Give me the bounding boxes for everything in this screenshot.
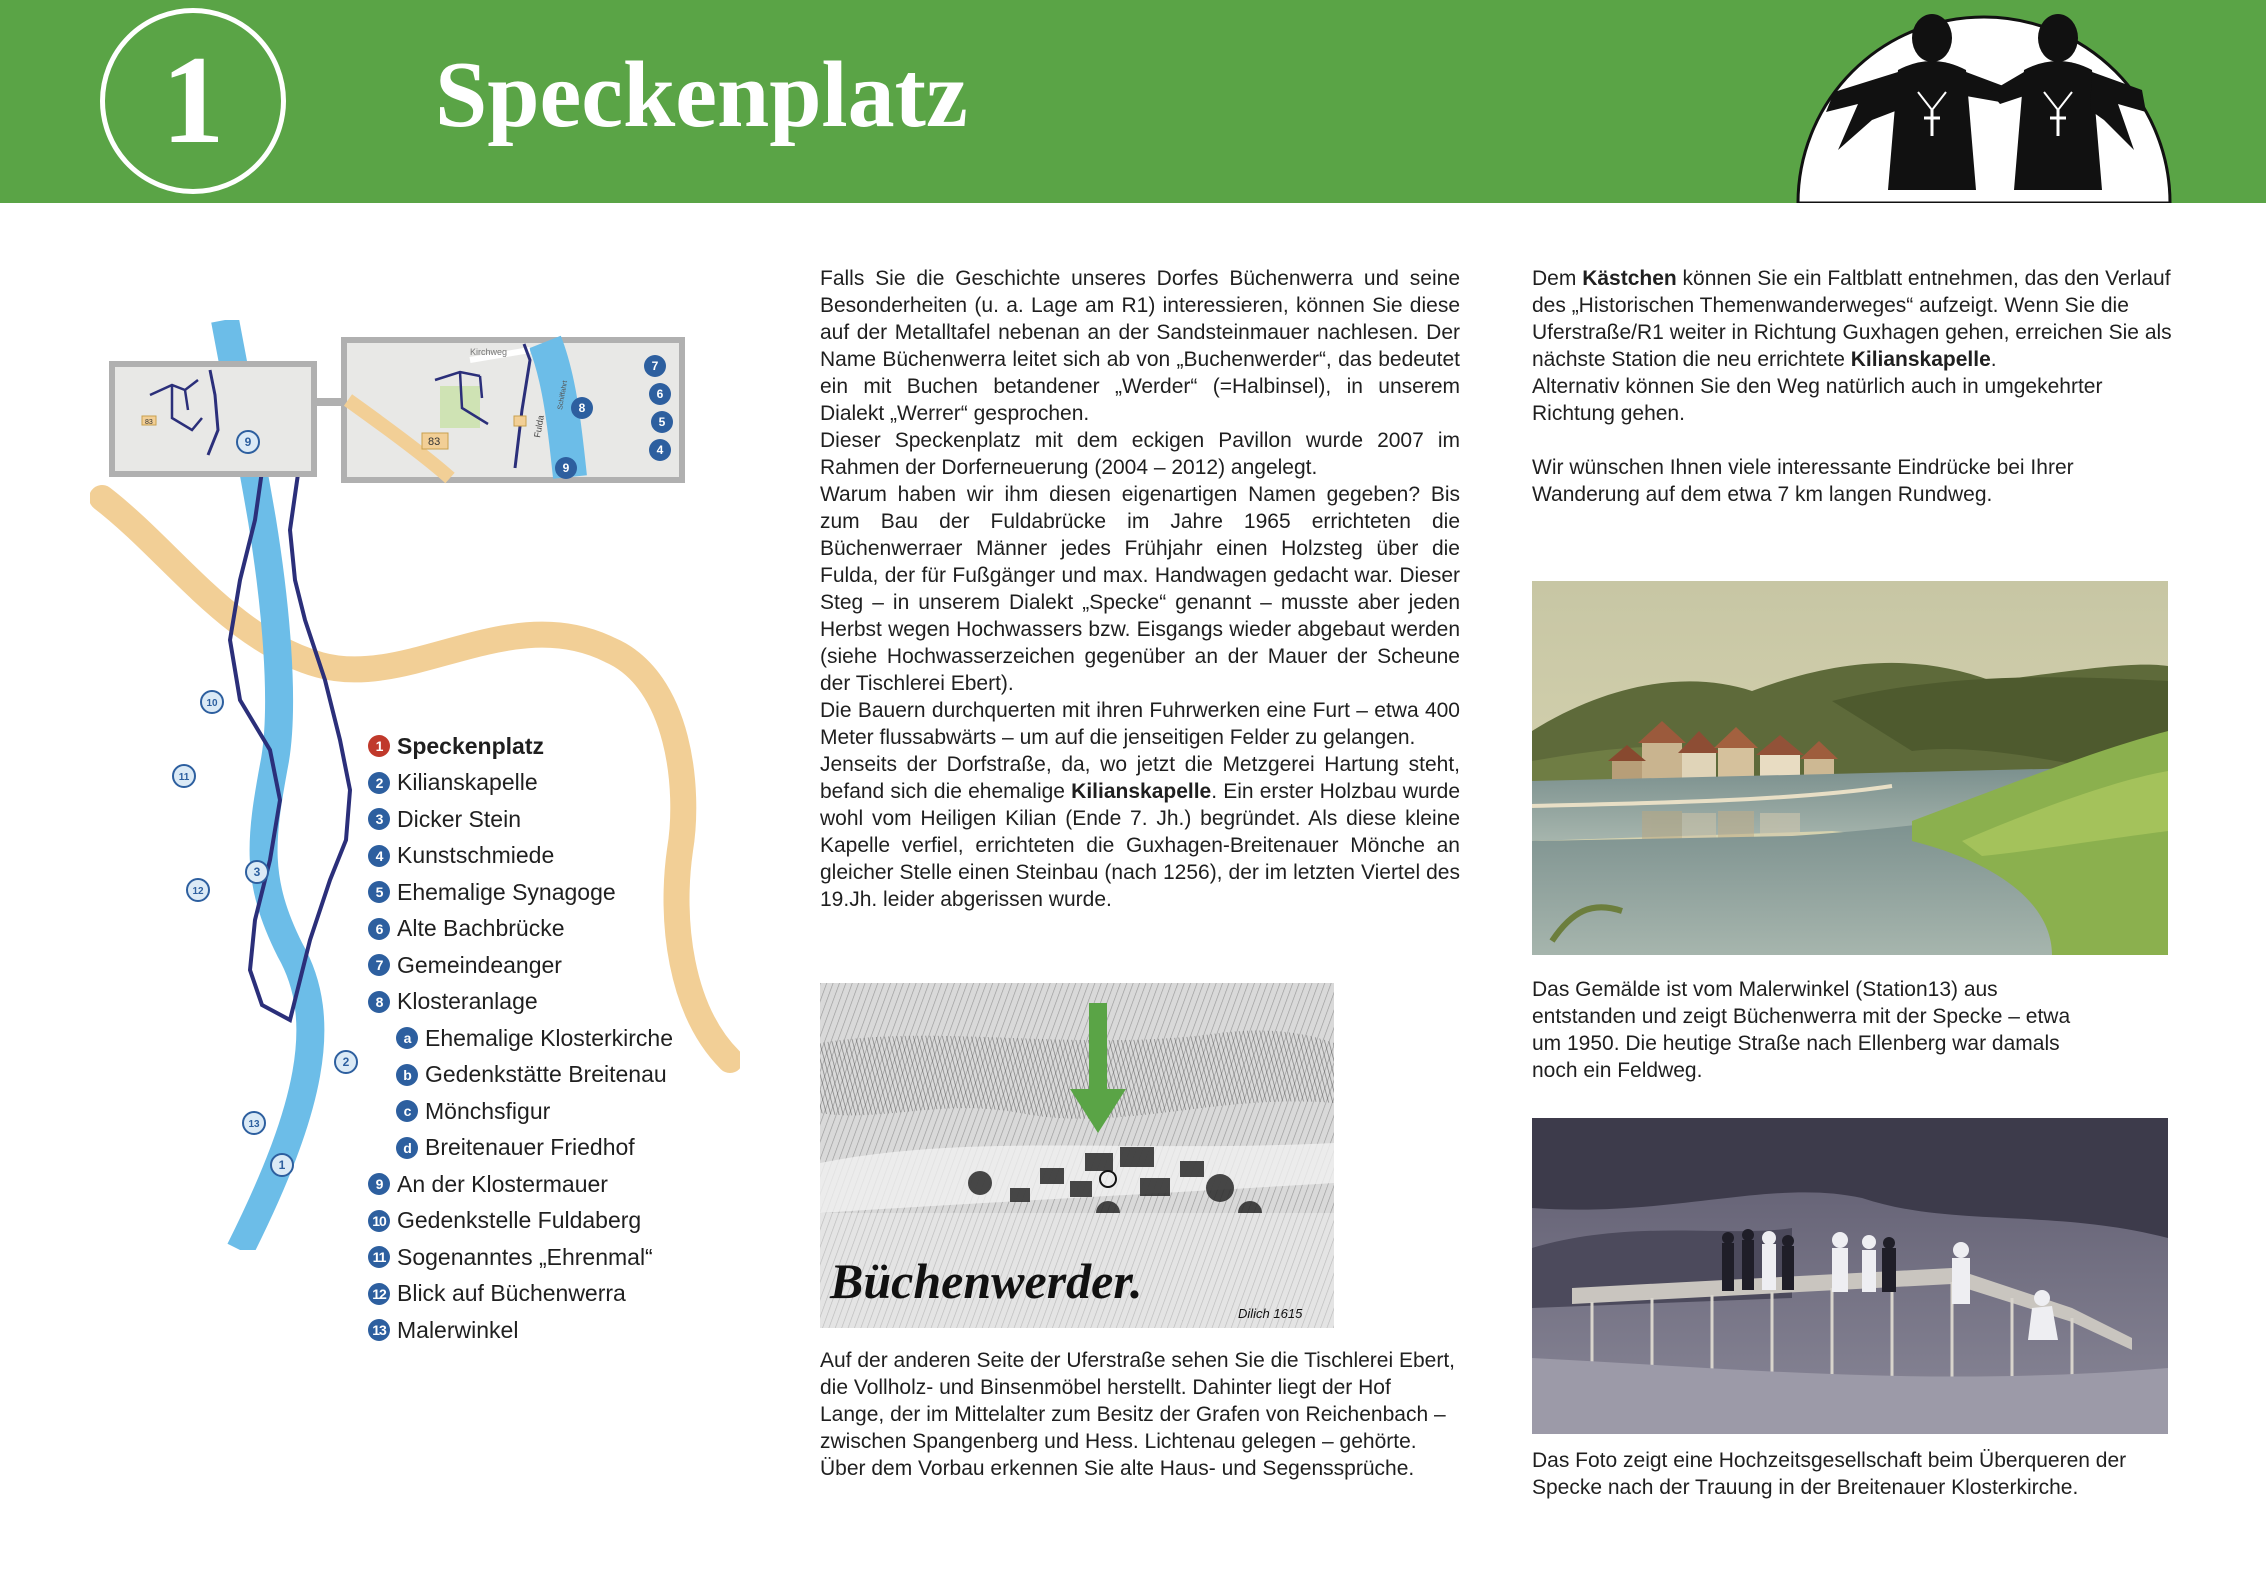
paragraph-alternativ: Alternativ können Sie den Weg natürlich auch in umgekehrter Richtung gehen. bbox=[1532, 375, 2103, 425]
info-text bbox=[1532, 265, 2172, 508]
legend-label: Ehemalige Klosterkirche bbox=[425, 1024, 674, 1051]
street-label: Kirchweg bbox=[470, 347, 508, 357]
route-marker-label: 1 bbox=[278, 1158, 286, 1172]
legend-label: An der Klostermauer bbox=[397, 1170, 608, 1197]
legend-item bbox=[368, 1130, 673, 1167]
inset-marker-label: 4 bbox=[656, 443, 664, 457]
history-text bbox=[820, 265, 1460, 913]
route-marker-label: 2 bbox=[342, 1055, 350, 1069]
legend-item bbox=[368, 1276, 673, 1313]
inset-large-road-label: 83 bbox=[428, 436, 441, 448]
station-number-icon: 5 bbox=[368, 881, 390, 903]
legend-item bbox=[368, 874, 673, 911]
legend-item bbox=[368, 1057, 673, 1094]
station-number-icon: 9 bbox=[368, 1173, 390, 1195]
legend-item bbox=[368, 838, 673, 875]
station-number: 1 bbox=[161, 31, 225, 170]
legend-label: Kilianskapelle bbox=[397, 769, 538, 796]
paragraph-furt: Die Bauern durchquerten mit ihren Fuhrwerken eine Furt – etwa 400 Meter flussabwärts – um auf die jenseitigen Felder zu gelangen. bbox=[820, 699, 1460, 749]
legend-label: Alte Bachbrücke bbox=[397, 915, 565, 942]
engraving-script: Büchenwerder. bbox=[830, 1253, 1143, 1309]
kilianskapelle-highlight: Kilianskapelle bbox=[1071, 780, 1212, 803]
legend-item bbox=[368, 765, 673, 802]
engraving-caption: Auf der anderen Seite der Uferstraße sehen Sie die Tischlerei Ebert, die Vollholz- und Binsenmöbel herstellt. Dahinter liegt der Hof Lange, der im Mittelalter zum Besitz der Grafen von Reichenbach – zwischen Spangenberg und Hess. Lichtenau gelegen – gehörte. Über dem Vorbau erkennen Sie alte Haus- und Segenssprüche. bbox=[820, 1349, 1456, 1480]
station-number-icon: 12 bbox=[368, 1283, 390, 1305]
painting-image bbox=[1532, 581, 2168, 955]
engraving-image bbox=[820, 983, 1334, 1328]
paragraph-intro: Falls Sie die Geschichte unseres Dorfes Büchenwerra und seine Besonderheiten (u. a. Lage am R1) interessieren, können Sie diese auf der Metalltafel nebenan an der Sandsteinmauer nachlesen. Der Name Büchenwerra leitet sich ab von „Buchenwerder“, das bedeutet ein mit Buchen betandener „Werder“ (=Halbinsel), in unserem Dialekt „Werrer“ gesprochen. bbox=[820, 267, 1460, 425]
station-number-icon: 1 bbox=[368, 735, 390, 757]
paragraph-pavillon: Dieser Speckenplatz mit dem eckigen Pavillon wurde 2007 im Rahmen der Dorferneuerung (2004 – 2012) angelegt. bbox=[820, 429, 1460, 479]
painting-caption: Das Gemälde ist vom Malerwinkel (Station13) aus entstanden und zeigt Büchenwerra mit der Specke – etwa um 1950. Die heutige Straße nach Ellenberg war damals noch ein Feldweg. bbox=[1532, 978, 2071, 1082]
station-number-icon: b bbox=[396, 1064, 418, 1086]
legend-label: Gemeindeanger bbox=[397, 951, 562, 978]
station-legend bbox=[368, 728, 673, 1349]
route-marker-label: 3 bbox=[253, 865, 261, 879]
route-marker-label: 13 bbox=[248, 1119, 260, 1130]
station-number-icon: 10 bbox=[368, 1210, 390, 1232]
inset-marker-label: 7 bbox=[651, 359, 659, 373]
legend-item bbox=[368, 984, 673, 1021]
station-number-icon: 2 bbox=[368, 772, 390, 794]
text-fragment: können Sie ein Faltblatt entnehmen, das den Verlauf des „Historischen Themenwanderweges“ aufzeigt. Wenn Sie die Uferstraße/R1 weiter in Richtung Guxhagen gehen, erreichen Sie als nächste Station die neu errichtete bbox=[1532, 267, 2172, 371]
photo-caption: Das Foto zeigt eine Hochzeitsgesellschaft beim Überqueren der Specke nach der Trauung in der Breitenauer Klosterkirche. bbox=[1532, 1449, 2127, 1499]
text-fragment: . bbox=[1990, 348, 1997, 371]
legend-label: Gedenkstätte Breitenau bbox=[425, 1061, 667, 1088]
route-marker-label: 12 bbox=[192, 886, 204, 897]
legend-label: Gedenkstelle Fuldaberg bbox=[397, 1207, 642, 1234]
paragraph-wishes: Wir wünschen Ihnen viele interessante Eindrücke bei Ihrer Wanderung auf dem etwa 7 km langen Rundweg. bbox=[1532, 456, 2074, 506]
text-fragment: Jenseits der Dorfstraße, da, wo jetzt die Metzgerei Hartung steht, befand sich die ehemalige bbox=[820, 753, 1460, 803]
paragraph-specke: Warum haben wir ihm diesen eigenartigen Namen gegeben? Bis zum Bau der Fuldabrücke im Jahre 1965 errichteten die Büchenwerraer Männer jedes Frühjahr einen Holzsteg über die Fulda, der für Fußgänger und max. Handwagen gedacht war. Dieser Steg – in unserem Dialekt „Specke“ genannt – musste aber jeden Herbst wegen Hochwassers bzw. Eisgangs wieder abgebaut werden (siehe Hochwasserzeichen gegenüber an der Mauer der Scheune der Tischlerei Ebert). bbox=[820, 483, 1460, 695]
station-number-icon: 13 bbox=[368, 1319, 390, 1341]
legend-item bbox=[368, 911, 673, 948]
station-number-icon: 6 bbox=[368, 918, 390, 940]
inset-small-road-label: 83 bbox=[145, 419, 153, 426]
inset-marker-label: 8 bbox=[578, 401, 586, 415]
legend-label: Breitenauer Friedhof bbox=[425, 1134, 635, 1161]
monks-logo bbox=[1794, 0, 2174, 203]
station-number-badge bbox=[100, 8, 286, 194]
legend-item bbox=[368, 1093, 673, 1130]
map-inset-large bbox=[344, 340, 682, 480]
route-marker-label: 9 bbox=[244, 435, 252, 449]
legend-item bbox=[368, 1312, 673, 1349]
inset-marker-label: 6 bbox=[656, 387, 664, 401]
kilianskapelle-highlight: Kilianskapelle bbox=[1850, 348, 1991, 371]
station-number-icon: c bbox=[396, 1100, 418, 1122]
legend-item bbox=[368, 1166, 673, 1203]
kaestchen-highlight: Kästchen bbox=[1582, 267, 1677, 290]
legend-label: Ehemalige Synagoge bbox=[397, 878, 616, 905]
route-marker-label: 11 bbox=[178, 772, 190, 783]
station-number-icon: 8 bbox=[368, 991, 390, 1013]
legend-label: Speckenplatz bbox=[397, 732, 544, 759]
legend-label: Klosteranlage bbox=[397, 988, 538, 1015]
legend-item bbox=[368, 801, 673, 838]
legend-label: Dicker Stein bbox=[397, 805, 521, 832]
station-number-icon: a bbox=[396, 1027, 418, 1049]
legend-label: Malerwinkel bbox=[397, 1316, 519, 1343]
paragraph-kilianskapelle bbox=[820, 751, 1460, 913]
page-title: Speckenplatz bbox=[435, 43, 968, 147]
stream-label: Schiffahrt bbox=[557, 380, 570, 411]
text-fragment: Dem bbox=[1532, 267, 1583, 290]
legend-label: Mönchsfigur bbox=[425, 1097, 551, 1124]
legend-item bbox=[368, 728, 673, 765]
engraving-credit: Dilich 1615 bbox=[1238, 1306, 1303, 1321]
inset-marker-label: 5 bbox=[658, 415, 666, 429]
legend-item bbox=[368, 1239, 673, 1276]
arrow-shaft bbox=[1089, 1003, 1107, 1095]
paragraph-kaestchen bbox=[1532, 265, 2172, 373]
station-number-icon: 11 bbox=[368, 1246, 390, 1268]
legend-label: Blick auf Büchenwerra bbox=[397, 1280, 626, 1307]
legend-label: Sogenanntes „Ehrenmal“ bbox=[397, 1243, 653, 1270]
inset-marker-label: 9 bbox=[562, 461, 570, 475]
river-label: Fulda bbox=[532, 414, 546, 439]
legend-label: Kunstschmiede bbox=[397, 842, 555, 869]
wedding-photo bbox=[1532, 1118, 2168, 1434]
text-fragment: . Ein erster Holzbau wurde wohl vom Heiligen Kilian (Ende 7. Jh.) begründet. Als diese kleine Kapelle verfiel, errichteten die Guxhagen-Breitenauer Mönche an gleicher Stelle einen Steinbau (nach 1256), der im letzten Viertel des 19.Jh. leider abgerissen wurde. bbox=[820, 780, 1460, 911]
legend-item bbox=[368, 1203, 673, 1240]
station-number-icon: 3 bbox=[368, 808, 390, 830]
station-number-icon: 4 bbox=[368, 845, 390, 867]
station-number-icon: 7 bbox=[368, 954, 390, 976]
legend-item bbox=[368, 947, 673, 984]
legend-item bbox=[368, 1020, 673, 1057]
station-number-icon: d bbox=[396, 1137, 418, 1159]
route-marker-label: 10 bbox=[206, 698, 218, 709]
